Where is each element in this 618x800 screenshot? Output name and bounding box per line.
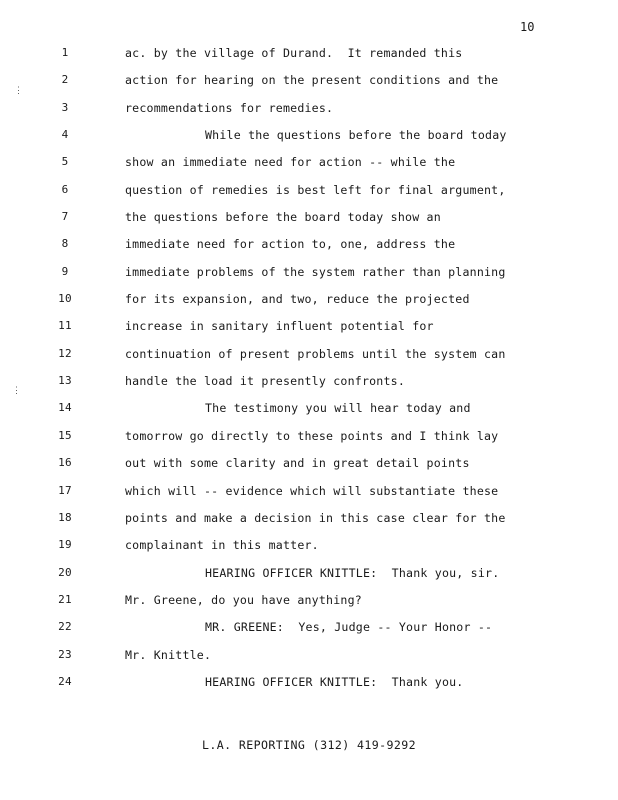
line-number: 3 <box>61 100 69 114</box>
transcript-line <box>0 675 618 702</box>
line-number: 6 <box>61 182 69 196</box>
transcript-line <box>0 128 618 155</box>
line-number: 13 <box>58 374 72 388</box>
transcript-line <box>0 648 618 675</box>
transcript-line <box>0 484 618 511</box>
transcript-line <box>0 374 618 401</box>
line-text: points and make a decision in this case clear for the <box>125 510 506 525</box>
transcript-line <box>0 237 618 264</box>
line-number: 2 <box>61 73 69 87</box>
margin-speck: ⋮ <box>14 86 23 96</box>
line-number: 12 <box>58 346 72 360</box>
transcript-line <box>0 456 618 483</box>
transcript-line <box>0 566 618 593</box>
transcript-line <box>0 183 618 210</box>
transcript-body <box>0 46 618 702</box>
transcript-line <box>0 210 618 237</box>
line-number: 17 <box>58 483 72 497</box>
transcript-line <box>0 101 618 128</box>
line-number: 7 <box>61 210 69 224</box>
line-text: The testimony you will hear today and <box>205 401 471 416</box>
line-text: While the questions before the board today <box>205 128 507 143</box>
line-number: 1 <box>61 46 69 59</box>
transcript-line <box>0 347 618 374</box>
line-number: 19 <box>58 538 72 552</box>
line-text: HEARING OFFICER KNITTLE: Thank you. <box>205 674 464 689</box>
line-text: complainant in this matter. <box>125 538 319 553</box>
line-text: the questions before the board today show an <box>125 210 441 225</box>
line-number: 8 <box>61 237 69 251</box>
line-text: action for hearing on the present conditions and the <box>125 73 499 88</box>
transcript-line <box>0 429 618 456</box>
transcript-line <box>0 46 618 73</box>
transcript-line <box>0 155 618 182</box>
transcript-line <box>0 319 618 346</box>
line-number: 10 <box>58 292 72 306</box>
line-text: which will -- evidence which will substantiate these <box>125 483 499 498</box>
transcript-line <box>0 401 618 428</box>
line-text: Mr. Greene, do you have anything? <box>125 592 362 607</box>
line-number: 4 <box>61 128 69 142</box>
transcript-line <box>0 265 618 292</box>
line-number: 15 <box>58 428 72 442</box>
line-number: 5 <box>61 155 69 169</box>
line-text: continuation of present problems until the system can <box>125 346 506 361</box>
line-number: 18 <box>58 510 72 524</box>
line-number: 23 <box>58 647 72 661</box>
line-number: 9 <box>61 264 69 278</box>
line-number: 11 <box>58 319 72 333</box>
line-text: out with some clarity and in great detail points <box>125 456 470 471</box>
transcript-line <box>0 620 618 647</box>
line-text: recommendations for remedies. <box>125 100 334 115</box>
line-text: immediate need for action to, one, address the <box>125 237 456 252</box>
line-number: 24 <box>58 674 72 688</box>
line-number: 20 <box>58 565 72 579</box>
line-text: question of remedies is best left for final argument, <box>125 182 506 197</box>
transcript-line <box>0 292 618 319</box>
margin-speck: ⋮ <box>12 386 21 396</box>
line-text: show an immediate need for action -- while the <box>125 155 456 170</box>
reporter-footer: L.A. REPORTING (312) 419-9292 <box>201 738 417 752</box>
line-text: handle the load it presently confronts. <box>125 374 406 389</box>
transcript-line <box>0 538 618 565</box>
line-number: 22 <box>58 620 72 634</box>
line-text: Mr. Knittle. <box>125 647 212 662</box>
line-text: tomorrow go directly to these points and I think lay <box>125 428 499 443</box>
line-text: for its expansion, and two, reduce the projected <box>125 292 470 307</box>
transcript-line <box>0 73 618 100</box>
line-text: MR. GREENE: Yes, Judge -- Your Honor -- <box>205 620 493 635</box>
line-text: HEARING OFFICER KNITTLE: Thank you, sir. <box>205 565 500 580</box>
transcript-line <box>0 511 618 538</box>
line-text: ac. by the village of Durand. It remanded this <box>125 46 463 60</box>
line-number: 21 <box>58 592 72 606</box>
line-number: 16 <box>58 456 72 470</box>
page-number: 10 <box>520 20 535 34</box>
transcript-line <box>0 593 618 620</box>
line-text: immediate problems of the system rather than planning <box>125 264 506 279</box>
line-text: increase in sanitary influent potential for <box>125 319 434 334</box>
line-number: 14 <box>58 401 72 415</box>
